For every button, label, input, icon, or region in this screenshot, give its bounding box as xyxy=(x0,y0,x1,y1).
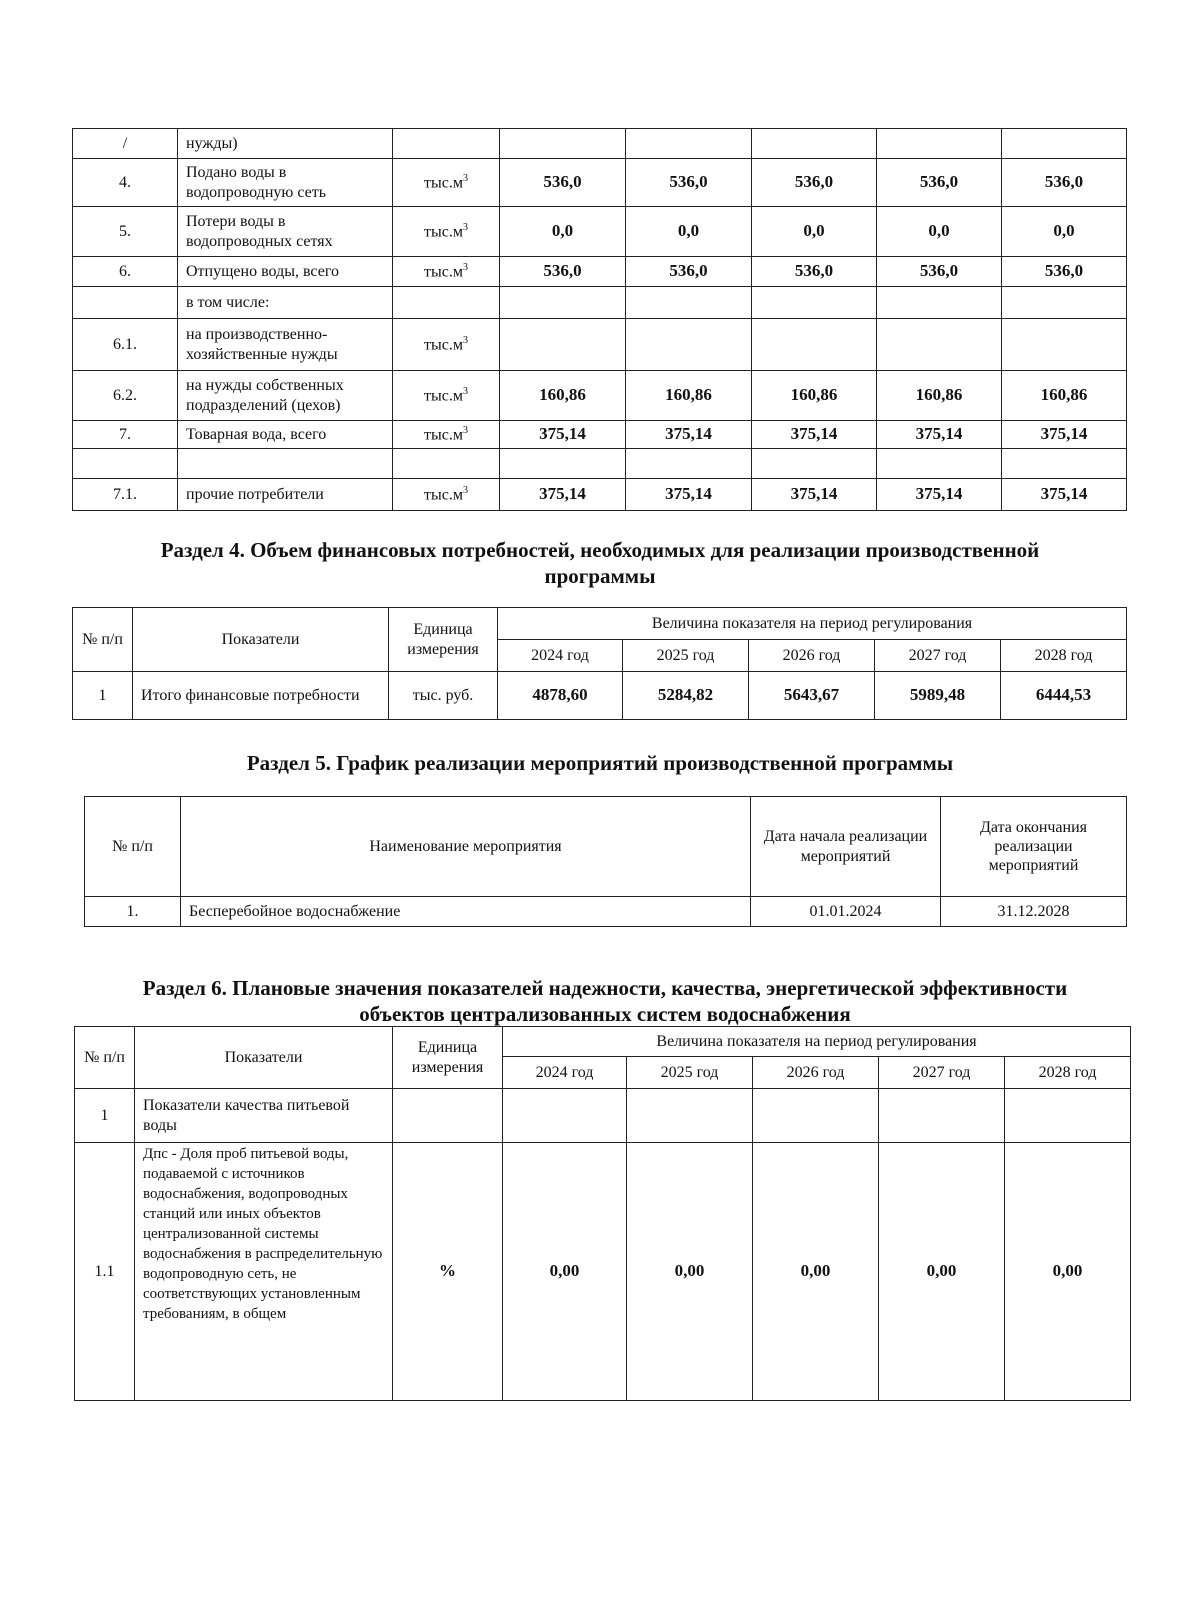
value-cell: 536,0 xyxy=(752,159,877,207)
row-indicator xyxy=(178,449,393,479)
col-header-unit: Единица измерения xyxy=(393,1027,503,1089)
table-row xyxy=(73,287,1127,319)
col-header-indicator: Показатели xyxy=(135,1027,393,1089)
value-cell: 375,14 xyxy=(500,479,626,511)
value-cell: 375,14 xyxy=(752,479,877,511)
table-row xyxy=(73,129,1127,159)
row-number: 5. xyxy=(73,207,178,257)
value-cell: 0,0 xyxy=(500,207,626,257)
indicators-table xyxy=(74,1026,1131,1401)
row-unit xyxy=(393,159,500,207)
value-cell: 536,0 xyxy=(752,257,877,287)
row-indicator: нужды) xyxy=(178,129,393,159)
value-cell xyxy=(500,449,626,479)
value-cell xyxy=(752,129,877,159)
unit-superscript: 3 xyxy=(462,424,468,436)
table-row xyxy=(73,207,1127,257)
year-header: 2028 год xyxy=(1001,640,1127,672)
empty-cell xyxy=(393,1089,503,1143)
value-cell: 375,14 xyxy=(626,479,752,511)
value-cell: 160,86 xyxy=(500,371,626,421)
section4-title-line1: Раздел 4. Объем финансовых потребностей, необходимых для реализации производственной xyxy=(160,538,1040,562)
value-cell xyxy=(877,287,1002,319)
value-cell xyxy=(752,287,877,319)
col-header-indicator: Показатели xyxy=(133,608,389,672)
row-unit xyxy=(393,207,500,257)
value-cell xyxy=(500,129,626,159)
row-unit xyxy=(393,129,500,159)
unit-label: тыс.м xyxy=(424,336,463,354)
value-cell xyxy=(752,449,877,479)
row-end-date: 31.12.2028 xyxy=(941,897,1127,927)
unit-label: тыс.м xyxy=(424,426,463,444)
section5-title: Раздел 5. График реализации мероприятий производственной программы xyxy=(246,751,954,775)
col-header-no: № п/п xyxy=(73,608,133,672)
empty-cell xyxy=(879,1089,1005,1143)
row-indicator: Итого финансовые потребности xyxy=(133,672,389,720)
value-cell: 536,0 xyxy=(626,159,752,207)
table-row xyxy=(73,672,1127,720)
col-header-no: № п/п xyxy=(75,1027,135,1089)
unit-superscript: 3 xyxy=(462,221,468,233)
value-cell: 375,14 xyxy=(626,421,752,449)
row-indicator: прочие потребители xyxy=(178,479,393,511)
section4-title xyxy=(60,537,1140,590)
empty-cell xyxy=(503,1089,627,1143)
value-cell: 0,0 xyxy=(752,207,877,257)
table-row xyxy=(73,319,1127,371)
table-row xyxy=(85,897,1127,927)
value-cell: 536,0 xyxy=(877,159,1002,207)
row-unit xyxy=(393,449,500,479)
row-indicator: Потери воды в водопроводных сетях xyxy=(178,207,393,257)
row-number xyxy=(73,287,178,319)
value-cell: 0,00 xyxy=(503,1143,627,1401)
row-number: 1 xyxy=(73,672,133,720)
row-unit xyxy=(393,371,500,421)
col-header-unit: Единица измерения xyxy=(389,608,498,672)
row-activity: Бесперебойное водоснабжение xyxy=(181,897,751,927)
row-number: 1 xyxy=(75,1089,135,1143)
row-number: 7.1. xyxy=(73,479,178,511)
value-cell xyxy=(500,319,626,371)
row-unit xyxy=(393,287,500,319)
value-cell xyxy=(500,287,626,319)
value-cell xyxy=(1002,319,1127,371)
section6-title-line1: Раздел 6. Плановые значения показателей надежности, качества, энергетической эффективности xyxy=(142,976,1068,1000)
value-cell: 0,00 xyxy=(753,1143,879,1401)
value-cell: 5989,48 xyxy=(875,672,1001,720)
row-number xyxy=(73,449,178,479)
row-indicator: Показатели качества питьевой воды xyxy=(135,1089,393,1143)
unit-superscript: 3 xyxy=(462,334,468,346)
year-header: 2026 год xyxy=(753,1057,879,1089)
value-cell: 0,00 xyxy=(1005,1143,1131,1401)
value-cell xyxy=(626,319,752,371)
table-row xyxy=(73,479,1127,511)
schedule-table xyxy=(84,796,1127,927)
value-cell: 536,0 xyxy=(500,159,626,207)
col-header-period: Величина показателя на период регулирования xyxy=(503,1027,1131,1057)
value-cell xyxy=(626,287,752,319)
row-indicator: Дпс - Доля проб питьевой воды, подаваемой с источников водоснабжения, водопроводных станций или иных объектов централизованной системы водоснабжения в распределительную водопроводную сеть, не соответствующих установленным требованиям, в общем xyxy=(135,1143,393,1401)
row-number: 6.2. xyxy=(73,371,178,421)
value-cell: 6444,53 xyxy=(1001,672,1127,720)
row-indicator: Товарная вода, всего xyxy=(178,421,393,449)
value-cell xyxy=(1002,129,1127,159)
row-unit: тыс. руб. xyxy=(389,672,498,720)
year-header: 2026 год xyxy=(749,640,875,672)
year-header: 2024 год xyxy=(503,1057,627,1089)
empty-cell xyxy=(753,1089,879,1143)
row-unit xyxy=(393,421,500,449)
value-cell: 375,14 xyxy=(877,421,1002,449)
value-cell xyxy=(626,449,752,479)
value-cell: 4878,60 xyxy=(498,672,623,720)
value-cell: 375,14 xyxy=(500,421,626,449)
table-row xyxy=(73,371,1127,421)
year-header: 2028 год xyxy=(1005,1057,1131,1089)
row-unit: % xyxy=(393,1143,503,1401)
water-balance-table xyxy=(72,128,1127,511)
value-cell xyxy=(1002,449,1127,479)
year-header: 2024 год xyxy=(498,640,623,672)
unit-superscript: 3 xyxy=(462,484,468,496)
row-number: 4. xyxy=(73,159,178,207)
value-cell: 0,0 xyxy=(1002,207,1127,257)
value-cell: 536,0 xyxy=(626,257,752,287)
row-indicator: Подано воды в водопроводную сеть xyxy=(178,159,393,207)
year-header: 2027 год xyxy=(875,640,1001,672)
value-cell: 5284,82 xyxy=(623,672,749,720)
value-cell: 160,86 xyxy=(877,371,1002,421)
value-cell: 0,0 xyxy=(877,207,1002,257)
unit-label: тыс.м xyxy=(424,387,463,405)
row-unit xyxy=(393,479,500,511)
value-cell: 160,86 xyxy=(626,371,752,421)
year-header: 2025 год xyxy=(623,640,749,672)
unit-superscript: 3 xyxy=(462,172,468,184)
value-cell: 375,14 xyxy=(1002,479,1127,511)
col-header-name: Наименование мероприятия xyxy=(181,797,751,897)
value-cell xyxy=(877,129,1002,159)
table-row xyxy=(73,159,1127,207)
value-cell: 0,0 xyxy=(626,207,752,257)
year-header: 2027 год xyxy=(879,1057,1005,1089)
value-cell: 375,14 xyxy=(752,421,877,449)
unit-label: тыс.м xyxy=(424,174,463,192)
row-start-date: 01.01.2024 xyxy=(751,897,941,927)
table-row xyxy=(75,1089,1131,1143)
row-number: 6.1. xyxy=(73,319,178,371)
table-row xyxy=(73,257,1127,287)
col-header-no: № п/п xyxy=(85,797,181,897)
value-cell xyxy=(1002,287,1127,319)
value-cell: 0,00 xyxy=(879,1143,1005,1401)
value-cell: 536,0 xyxy=(1002,257,1127,287)
row-number: / xyxy=(73,129,178,159)
row-indicator: в том числе: xyxy=(178,287,393,319)
year-header: 2025 год xyxy=(627,1057,753,1089)
col-header-end: Дата окончания реализации мероприятий xyxy=(941,797,1127,897)
financial-needs-table xyxy=(72,607,1127,720)
table-row xyxy=(73,421,1127,449)
section6-title-line2: объектов централизованных систем водоснабжения xyxy=(359,1002,851,1027)
section6-title xyxy=(70,975,1140,1028)
value-cell: 536,0 xyxy=(500,257,626,287)
table-row xyxy=(75,1143,1131,1401)
value-cell: 375,14 xyxy=(1002,421,1127,449)
row-number: 7. xyxy=(73,421,178,449)
unit-label: тыс.м xyxy=(424,486,463,504)
value-cell xyxy=(877,319,1002,371)
row-number: 1. xyxy=(85,897,181,927)
unit-label: тыс.м xyxy=(424,263,463,281)
value-cell xyxy=(626,129,752,159)
row-indicator: Отпущено воды, всего xyxy=(178,257,393,287)
row-number: 6. xyxy=(73,257,178,287)
unit-superscript: 3 xyxy=(462,261,468,273)
value-cell: 160,86 xyxy=(752,371,877,421)
col-header-start: Дата начала реализации мероприятий xyxy=(751,797,941,897)
value-cell: 160,86 xyxy=(1002,371,1127,421)
row-indicator: на производственно-хозяйственные нужды xyxy=(178,319,393,371)
empty-cell xyxy=(627,1089,753,1143)
value-cell: 375,14 xyxy=(877,479,1002,511)
value-cell: 536,0 xyxy=(1002,159,1127,207)
value-cell: 536,0 xyxy=(877,257,1002,287)
value-cell xyxy=(752,319,877,371)
empty-cell xyxy=(1005,1089,1131,1143)
row-number: 1.1 xyxy=(75,1143,135,1401)
col-header-period: Величина показателя на период регулирования xyxy=(498,608,1127,640)
row-indicator: на нужды собственных подразделений (цехов) xyxy=(178,371,393,421)
section4-title-line2: программы xyxy=(544,564,656,589)
value-cell xyxy=(877,449,1002,479)
unit-superscript: 3 xyxy=(462,385,468,397)
value-cell: 0,00 xyxy=(627,1143,753,1401)
table-row xyxy=(73,449,1127,479)
row-unit xyxy=(393,319,500,371)
value-cell: 5643,67 xyxy=(749,672,875,720)
unit-label: тыс.м xyxy=(424,223,463,241)
row-unit xyxy=(393,257,500,287)
